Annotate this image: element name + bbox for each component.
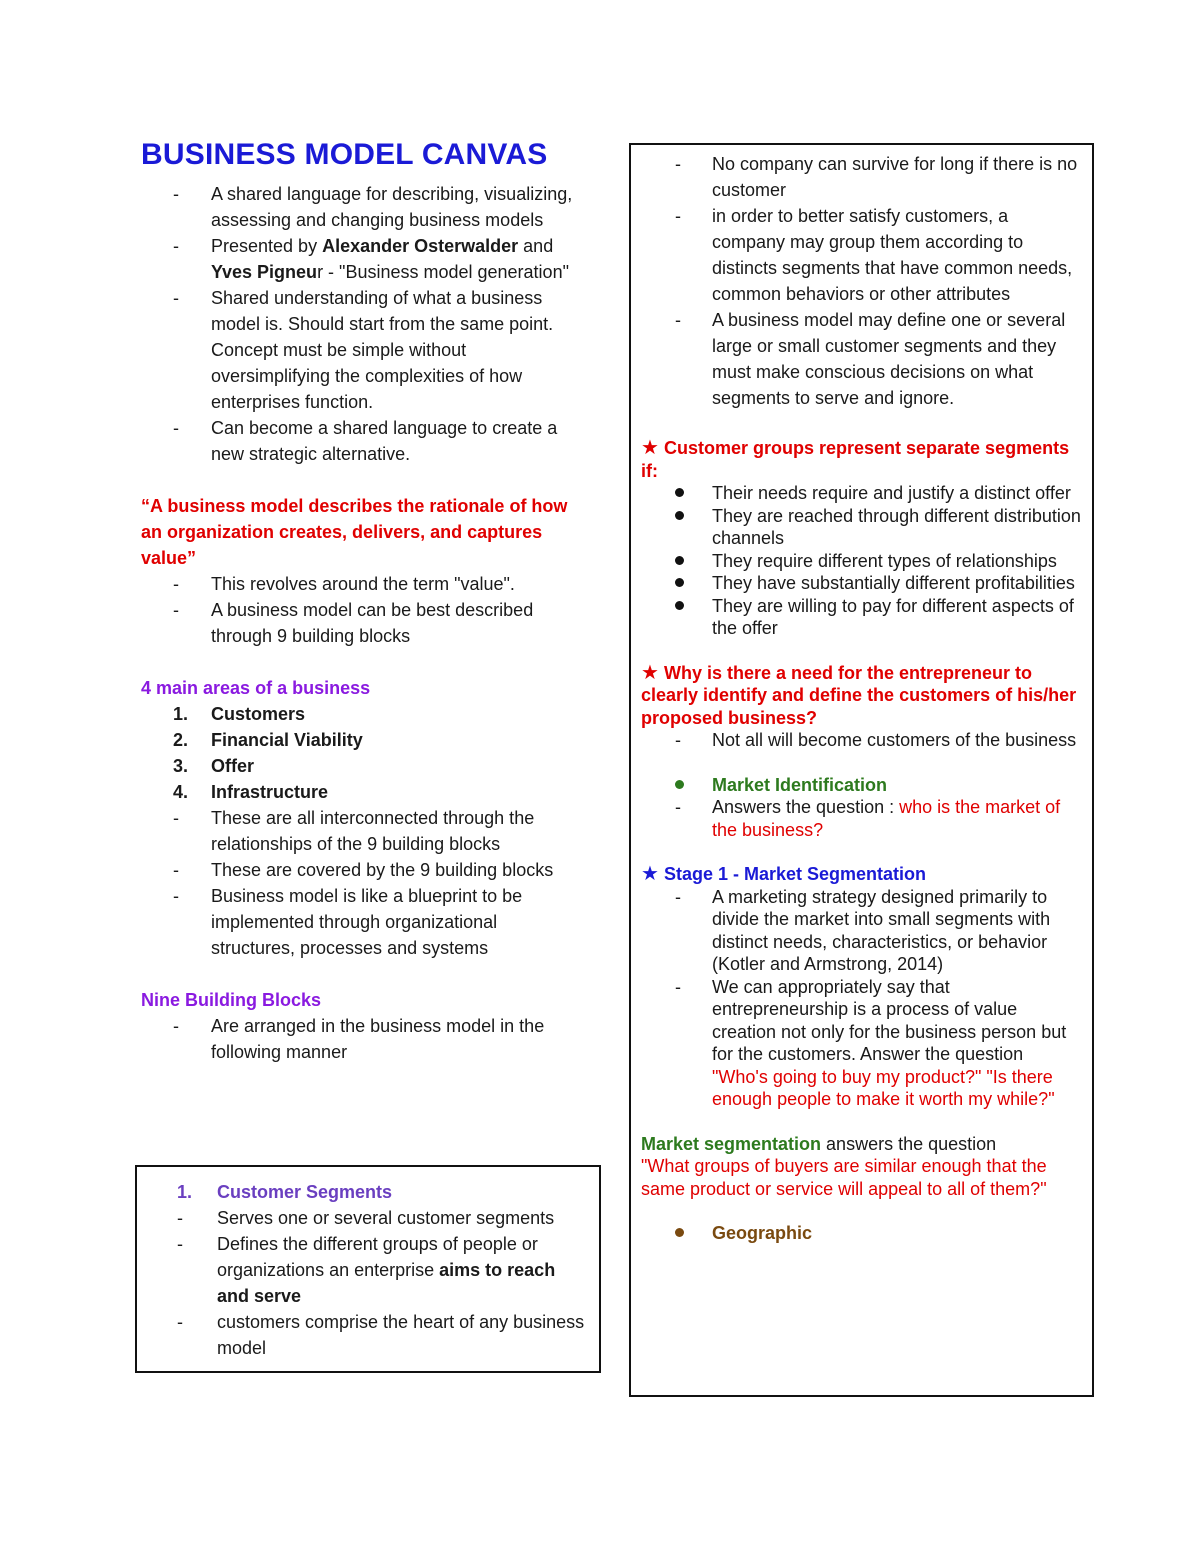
subheading: Market Identification xyxy=(712,774,888,795)
list-item xyxy=(641,595,1082,640)
bullet-text: Answers the question : xyxy=(712,797,900,817)
bullet-text: No company can survive for long if there is no customer xyxy=(712,154,1078,200)
dash-marker: - xyxy=(173,184,179,204)
star-icon: ★ xyxy=(641,437,659,459)
dash-marker: - xyxy=(173,574,179,594)
numbered-item: 3. Offer xyxy=(173,756,255,776)
dash-marker: - xyxy=(675,154,681,174)
list-item xyxy=(641,505,1082,550)
bullet-text: These are all interconnected through the relationships of the 9 building blocks xyxy=(211,808,535,854)
right-column-box xyxy=(629,143,1094,1397)
list-item xyxy=(641,729,1082,752)
highlight-text: who is the market of the business? xyxy=(712,797,1061,840)
dash-marker: - xyxy=(675,797,681,817)
dash-marker: - xyxy=(675,886,681,907)
customer-segments-box xyxy=(135,1165,601,1373)
list-item xyxy=(641,203,1082,307)
bullet-text: Can become a shared language to create a new strategic alternative. xyxy=(211,418,558,464)
list-item xyxy=(141,181,581,233)
dash-marker: - xyxy=(173,886,179,906)
author-name: Yves Pigneu xyxy=(211,262,318,282)
numbered-item: 4. Infrastructure xyxy=(173,782,329,802)
list-item xyxy=(641,482,1082,505)
list-item xyxy=(177,1231,589,1309)
list-item xyxy=(641,550,1082,573)
bullet-dot-icon xyxy=(675,601,684,610)
dash-marker: - xyxy=(173,418,179,438)
area-label: Customers xyxy=(211,704,306,724)
list-item xyxy=(641,572,1082,595)
highlight-text: "Who's going to buy my product?" "Is there enough people to make it worth my while?" xyxy=(712,1066,1055,1109)
quote-heading: “A business model describes the rationale of how an organization creates, delivers, and captures value” xyxy=(141,496,568,568)
section-heading: Customer Segments xyxy=(217,1182,393,1202)
list-item xyxy=(641,886,1082,976)
list-item xyxy=(141,597,581,649)
bullet-text: Their needs require and justify a distinct offer xyxy=(712,483,1071,503)
dash-marker: - xyxy=(177,1208,183,1228)
dash-marker: - xyxy=(173,600,179,620)
dash-marker: - xyxy=(173,808,179,828)
bullet-text: Serves one or several customer segments xyxy=(217,1208,555,1228)
bullet-text: Defines the different groups of people or organizations an enterprise xyxy=(217,1234,538,1280)
heading-text: Stage 1 - Market Segmentation xyxy=(663,864,927,884)
subheading: Geographic xyxy=(712,1223,813,1243)
list-item xyxy=(641,976,1082,1111)
groups-heading xyxy=(641,437,1082,482)
dash-marker: - xyxy=(173,860,179,880)
emphasis-text: aims to reach and serve xyxy=(217,1260,556,1306)
list-item xyxy=(177,1309,589,1361)
list-item xyxy=(141,415,581,467)
bullet-text: r - "Business model generation" xyxy=(317,262,569,282)
geographic-item xyxy=(641,1222,1082,1245)
bullet-text: Shared understanding of what a business model is. Should start from the same point. Concept must be simple without oversimplifying the complexities of how enterprises function. xyxy=(211,288,554,412)
dash-marker: - xyxy=(675,206,681,226)
dash-marker: - xyxy=(675,976,681,997)
bullet-text: These are covered by the 9 building blocks xyxy=(211,860,554,880)
bullet-text: They are reached through different distribution channels xyxy=(712,505,1081,548)
stage-heading xyxy=(641,863,1082,886)
bullet-text: in order to better satisfy customers, a company may group them according to distincts segments that have common needs, common behaviors or other attributes xyxy=(712,206,1073,304)
segmentation-paragraph xyxy=(641,1133,1082,1156)
area-label: Financial Viability xyxy=(211,730,363,750)
numbered-item: 1. Customers xyxy=(173,704,306,724)
bullet-text: Business model is like a blueprint to be implemented through organizational structures, processes and systems xyxy=(211,886,523,958)
page-title: BUSINESS MODEL CANVAS xyxy=(141,138,548,171)
bullet-text: This revolves around the term "value". xyxy=(211,574,515,594)
bullet-text: We can appropriately say that entrepreneurship is a process of value creation not only for the business person but for the customers. Answer the question xyxy=(712,976,1067,1064)
left-column xyxy=(141,138,581,1065)
market-identification-item xyxy=(641,774,1082,797)
heading-text: Why is there a need for the entrepreneur to clearly identify and define the customers of his/her proposed business? xyxy=(641,662,1077,728)
list-item xyxy=(141,233,581,285)
dash-marker: - xyxy=(173,288,179,308)
list-item xyxy=(141,285,581,415)
bullet-dot-icon xyxy=(675,556,684,565)
dash-marker: - xyxy=(675,730,681,750)
bullet-text: and xyxy=(518,236,554,256)
star-icon: ★ xyxy=(641,863,659,885)
emphasis-text: Market segmentation xyxy=(641,1133,822,1154)
bullet-dot-icon xyxy=(675,1228,684,1237)
bullet-text: A shared language for describing, visualizing, assessing and changing business models xyxy=(211,184,573,230)
author-name: Alexander Osterwalder xyxy=(322,236,519,256)
heading-text: Customer groups represent separate segments if: xyxy=(641,438,1070,481)
list-item xyxy=(641,796,1082,841)
item-number: 1. xyxy=(177,1182,193,1202)
list-item xyxy=(141,883,581,961)
bullet-dot-icon xyxy=(675,511,684,520)
star-icon: ★ xyxy=(641,661,659,684)
bullet-text: Presented by xyxy=(211,236,323,256)
list-item xyxy=(641,151,1082,203)
list-item xyxy=(641,307,1082,411)
numbered-heading xyxy=(177,1179,589,1205)
bullet-text: They are willing to pay for different aspects of the offer xyxy=(712,595,1074,638)
area-label: Offer xyxy=(211,756,255,776)
bullet-dot-icon xyxy=(675,578,684,587)
dash-marker: - xyxy=(173,236,179,256)
numbered-item: 2. Financial Viability xyxy=(173,730,363,750)
segmentation-question: "What groups of buyers are similar enough that the same product or service will appeal to all of them?" xyxy=(641,1156,1047,1199)
bullet-text: They require different types of relationships xyxy=(712,550,1057,571)
bullet-text: A marketing strategy designed primarily to divide the market into small segments with distinct needs, characteristics, or behavior (Kotler and Armstrong, 2014) xyxy=(712,886,1051,974)
bullet-dot-icon xyxy=(675,488,684,497)
bullet-text: A business model can be best described through 9 building blocks xyxy=(211,600,534,646)
dash-marker: - xyxy=(675,310,681,330)
list-item xyxy=(141,805,581,857)
bullet-text: They have substantially different profitabilities xyxy=(712,573,1075,593)
list-item xyxy=(141,1013,581,1065)
bullet-text: customers comprise the heart of any business model xyxy=(217,1312,585,1358)
bullet-text: Not all will become customers of the business xyxy=(712,730,1077,750)
bullet-text: A business model may define one or several large or small customer segments and they must make conscious decisions on what segments to serve and ignore. xyxy=(712,310,1066,408)
bullet-dot-icon xyxy=(675,780,684,789)
area-label: Infrastructure xyxy=(211,782,329,802)
list-item xyxy=(141,857,581,883)
blocks-heading: Nine Building Blocks xyxy=(141,990,322,1010)
list-item xyxy=(177,1205,589,1231)
paragraph-text: answers the question xyxy=(821,1133,997,1154)
dash-marker: - xyxy=(173,1016,179,1036)
dash-marker: - xyxy=(177,1312,183,1332)
dash-marker: - xyxy=(177,1234,183,1254)
why-heading xyxy=(641,662,1082,730)
list-item xyxy=(141,571,581,597)
bullet-text: Are arranged in the business model in the following manner xyxy=(211,1016,545,1062)
areas-heading: 4 main areas of a business xyxy=(141,678,371,698)
